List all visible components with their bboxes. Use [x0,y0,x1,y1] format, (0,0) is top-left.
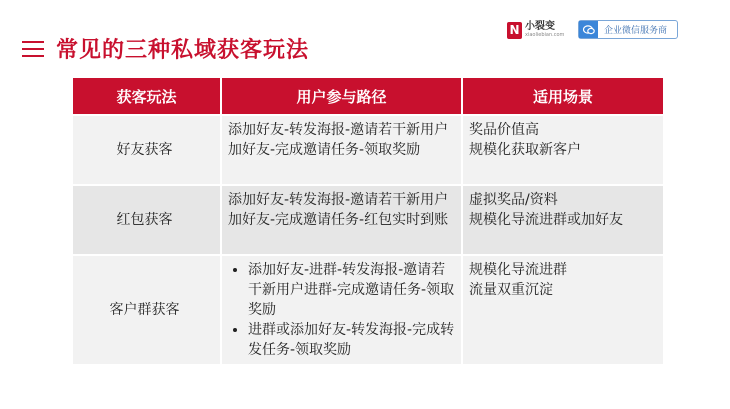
logo-name: 小裂变 [525,21,555,32]
user-path: 添加好友-转发海报-邀请若干新用户加好友-完成邀请任务-领取奖励 [221,115,462,185]
table-row [73,255,663,364]
user-path-list [228,260,457,360]
method-name: 红包获客 [73,185,221,255]
user-path: 添加好友-转发海报-邀请若干新用户加好友-完成邀请任务-红包实时到账 [221,185,462,255]
logo-subtitle: xiaoliebian.com [525,32,565,38]
menu-icon [22,41,44,56]
page-title: 常见的三种私域获客玩法 [56,38,310,63]
acquisition-methods-table [73,78,663,364]
list-item: • 进群或添加好友-转发海报-完成转发任务-领取奖励 [248,320,457,360]
scenario: 奖品价值高 规模化获取新客户 [462,115,663,185]
wecom-provider-badge [578,20,678,39]
header-method: 获客玩法 [73,78,221,115]
method-name: 客户群获客 [73,255,221,364]
scenario: 规模化导流进群 流量双重沉淀 [462,255,663,364]
table-row [73,115,663,185]
logo-mark-icon: N [507,22,522,39]
header-user-path: 用户参与路径 [221,78,462,115]
badge-label: 企业微信服务商 [604,26,668,36]
method-name: 好友获客 [73,115,221,185]
table-row [73,185,663,255]
scenario: 虚拟奖品/资料 规模化导流进群或加好友 [462,185,663,255]
chat-bubble-icon [579,21,598,38]
list-item: • 添加好友-进群-转发海报-邀请若干新用户进群-完成邀请任务-领取奖励 [248,260,457,320]
table-header-row [73,78,663,115]
brand-logo [507,18,564,42]
header-scenario: 适用场景 [462,78,663,115]
user-path [221,255,462,364]
